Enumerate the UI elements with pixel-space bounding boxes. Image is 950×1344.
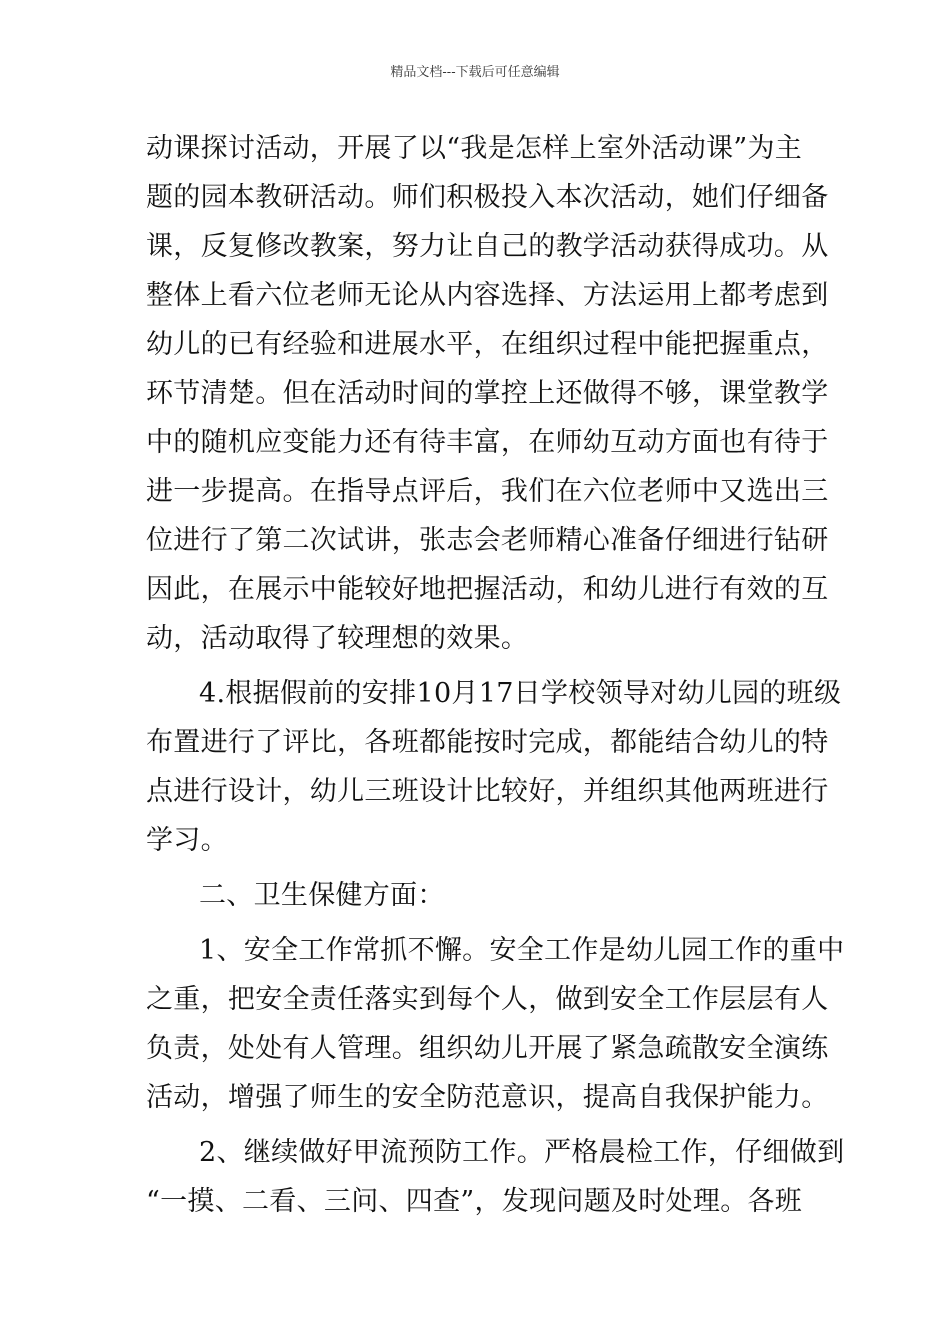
- document-body: [146, 124, 845, 1226]
- paragraph-start-line: 2、继续做好甲流预防工作。严格晨检工作，仔细做到: [199, 1137, 845, 1168]
- text-line: 学习。: [146, 825, 228, 856]
- text-line: 动，活动取得了较理想的效果。: [146, 623, 529, 654]
- text-line: 之重，把安全责任落实到每个人，做到安全工作层层有人: [146, 984, 829, 1015]
- text-line: 题的园本教研活动。师们积极投入本次活动，她们仔细备: [146, 182, 829, 213]
- text-line: 位进行了第二次试讲，张志会老师精心准备仔细进行钻研: [146, 525, 829, 556]
- paragraph-start-line: 4.根据假前的安排10月17日学校领导对幼儿园的班级: [199, 678, 842, 709]
- text-line: 活动，增强了师生的安全防范意识，提高自我保护能力。: [146, 1082, 829, 1113]
- text-line: 进一步提高。在指导点评后，我们在六位老师中又选出三: [146, 476, 829, 507]
- text-line: 整体上看六位老师无论从内容选择、方法运用上都考虑到: [146, 280, 829, 311]
- text-line: 布置进行了评比，各班都能按时完成，都能结合幼儿的特: [146, 727, 829, 758]
- text-line: 环节清楚。但在活动时间的掌控上还做得不够，课堂教学: [146, 378, 829, 409]
- text-line: 动课探讨活动，开展了以“我是怎样上室外活动课”为主: [146, 133, 803, 164]
- text-line: “一摸、二看、三问、四查”，发现问题及时处理。各班: [146, 1186, 803, 1217]
- text-line: 幼儿的已有经验和进展水平，在组织过程中能把握重点，: [146, 329, 829, 360]
- text-line: 课，反复修改教案，努力让自己的教学活动获得成功。从: [146, 231, 829, 262]
- section-heading: 二、卫生保健方面：: [199, 880, 445, 911]
- text-line: 点进行设计，幼儿三班设计比较好，并组织其他两班进行: [146, 776, 829, 807]
- text-line: 因此，在展示中能较好地把握活动，和幼儿进行有效的互: [146, 574, 829, 605]
- text-line: 中的随机应变能力还有待丰富，在师幼互动方面也有待于: [146, 427, 829, 458]
- paragraph-start-line: 1、安全工作常抓不懈。安全工作是幼儿园工作的重中: [199, 935, 845, 966]
- text-line: 负责，处处有人管理。组织幼儿开展了紧急疏散安全演练: [146, 1033, 829, 1064]
- page-header: 精品文档---下载后可任意编辑: [390, 65, 560, 80]
